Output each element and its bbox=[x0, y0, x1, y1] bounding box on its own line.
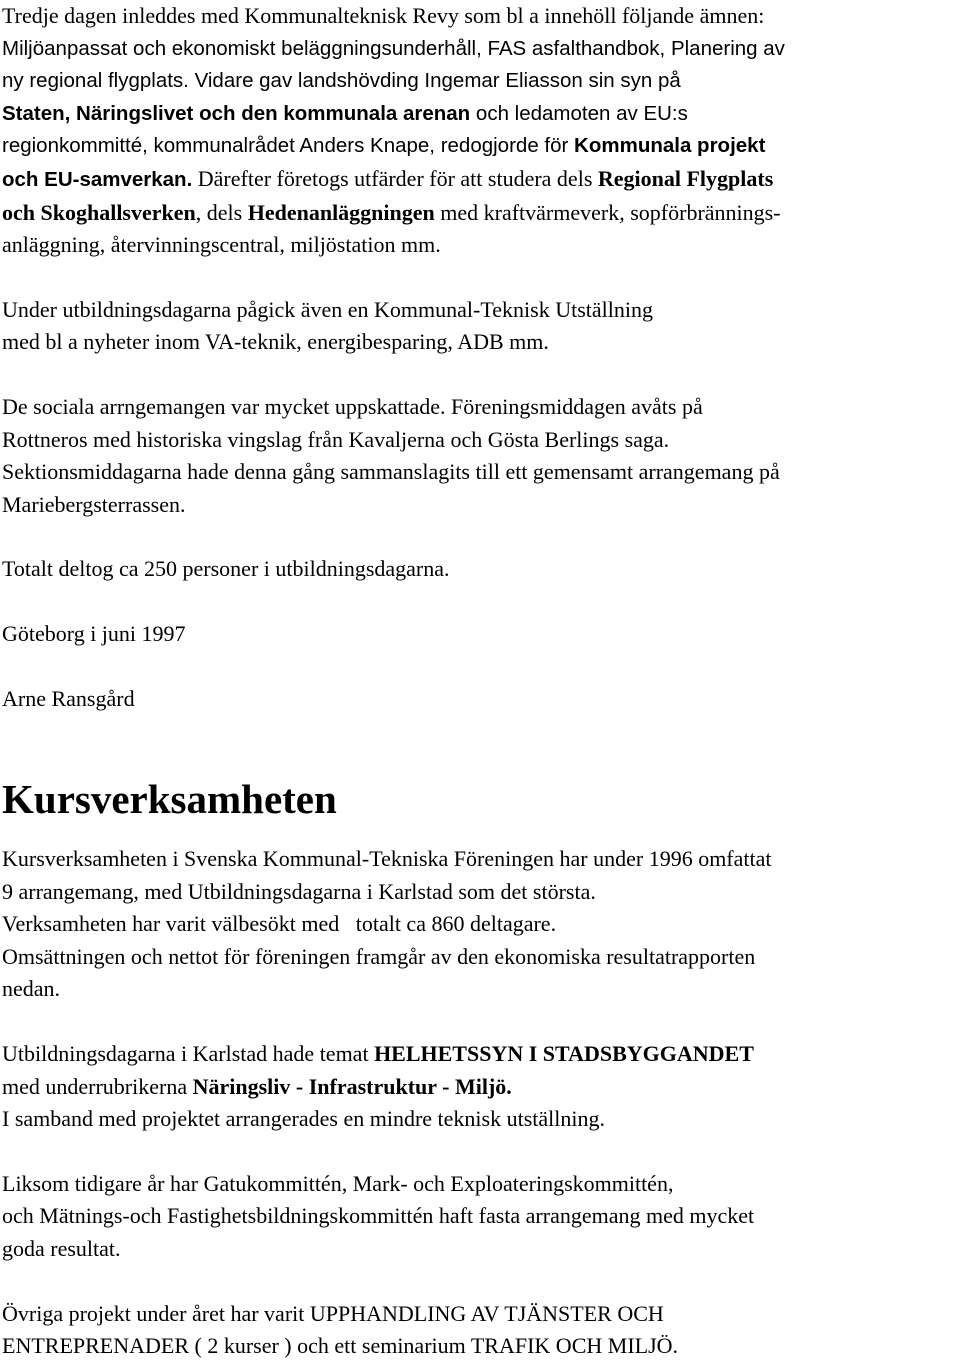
text-line bbox=[2, 229, 958, 262]
bold-text: Staten, Näringslivet och den kommunala arenan bbox=[2, 101, 471, 125]
theme-title: HELHETSSYN I STADSBYGGANDET bbox=[374, 1041, 754, 1067]
karlstad-paragraph bbox=[2, 1038, 958, 1136]
text-run: ny regional flygplats. bbox=[2, 69, 195, 93]
bold-text: och Skoghallsverken bbox=[2, 199, 196, 225]
text-line bbox=[2, 163, 958, 197]
exhibition-paragraph bbox=[2, 294, 958, 359]
text-line: ENTREPRENADER ( 2 kurser ) och ett seminarium TRAFIK OCH MILJÖ. bbox=[2, 1333, 679, 1359]
text-line: med bl a nyheter inom VA-teknik, energibesparing, ADB mm. bbox=[2, 329, 549, 355]
text-line: Sektionsmiddagarna hade denna gång sammanslagits till ett gemensamt arrangemang på bbox=[2, 459, 780, 485]
bold-text: och EU-samverkan. bbox=[2, 167, 193, 191]
text-run: Tredje dagen inleddes med Kommunalteknisk Revy som bl a innehöll följande ämnen: bbox=[2, 3, 765, 28]
text-line bbox=[2, 1071, 958, 1104]
text-run: med underrubrikerna bbox=[2, 1073, 193, 1099]
other-projects-paragraph bbox=[2, 1298, 958, 1363]
text-line: I samband med projektet arrangerades en mindre teknisk utställning. bbox=[2, 1106, 605, 1132]
text-line: Mariebergsterrassen. bbox=[2, 491, 186, 517]
text-run: Miljöanpassat och ekonomiskt beläggningsunderhåll, FAS asfalthandbok, Planering av bbox=[2, 36, 785, 60]
total-participants: Totalt deltog ca 250 personer i utbildningsdagarna. bbox=[2, 556, 450, 582]
text-line: De sociala arrngemangen var mycket uppskattade. Föreningsmiddagen avåts på bbox=[2, 393, 703, 419]
text-run: Vidare gav landshövding Ingemar Eliasson sin syn på bbox=[194, 69, 681, 93]
text-line: nedan. bbox=[2, 976, 61, 1002]
text-line: Omsättningen och nettot för föreningen framgår av den ekonomiska resultatrapporten bbox=[2, 943, 756, 969]
text-line: Kursverksamheten i Svenska Kommunal-Tekniska Föreningen har under 1996 omfattat bbox=[2, 846, 772, 872]
text-run: , dels bbox=[195, 199, 248, 225]
text-line bbox=[2, 1038, 958, 1071]
text-line bbox=[2, 33, 958, 66]
section-heading: Kursverksamheten bbox=[2, 776, 337, 823]
text-line bbox=[2, 65, 958, 98]
author-name: Arne Ransgård bbox=[2, 685, 135, 711]
courses-paragraph bbox=[2, 843, 958, 1006]
subtheme-title: Näringsliv - Infrastruktur - Miljö. bbox=[192, 1073, 512, 1099]
text-run: anläggning, återvinningscentral, miljöstation mm. bbox=[2, 232, 441, 258]
place-date: Göteborg i juni 1997 bbox=[2, 620, 186, 646]
document-page bbox=[2, 0, 958, 1363]
text-run: regionkommitté, kommunalrådet Anders Knape, redogjorde för bbox=[2, 134, 575, 158]
committees-paragraph bbox=[2, 1168, 958, 1266]
text-line bbox=[2, 0, 958, 33]
intro-paragraph bbox=[2, 0, 958, 262]
text-run: med kraftvärmeverk, sopförbrännings- bbox=[434, 199, 781, 225]
text-line: Rottneros med historiska vingslag från Kavaljerna och Gösta Berlings saga. bbox=[2, 426, 670, 452]
text-line: Under utbildningsdagarna pågick även en Kommunal-Teknisk Utställning bbox=[2, 296, 653, 322]
text-line bbox=[2, 197, 958, 230]
bold-text: Kommunala projekt bbox=[574, 134, 766, 158]
text-line: och Mätnings-och Fastighetsbildningskommittén haft fasta arrangemang med mycket bbox=[2, 1203, 755, 1229]
social-paragraph bbox=[2, 391, 958, 521]
bold-text: Regional Flygplats bbox=[597, 165, 774, 191]
text-line: Liksom tidigare år har Gatukommittén, Mark- och Exploateringskommittén, bbox=[2, 1170, 674, 1196]
bold-text: Hedenanläggningen bbox=[247, 199, 435, 225]
text-run: Därefter företogs utfärder för att studera dels bbox=[192, 165, 598, 191]
text-line: goda resultat. bbox=[2, 1236, 121, 1262]
text-line: 9 arrangemang, med Utbildningsdagarna i Karlstad som det största. bbox=[2, 878, 596, 904]
text-line: Övriga projekt under året har varit UPPHANDLING AV TJÄNSTER OCH bbox=[2, 1300, 664, 1326]
text-line: Verksamheten har varit välbesökt med totalt ca 860 deltagare. bbox=[2, 911, 557, 937]
text-run: och ledamoten av EU:s bbox=[470, 101, 688, 125]
text-line bbox=[2, 130, 958, 163]
text-run: Utbildningsdagarna i Karlstad hade temat bbox=[2, 1041, 375, 1067]
text-line bbox=[2, 98, 958, 131]
